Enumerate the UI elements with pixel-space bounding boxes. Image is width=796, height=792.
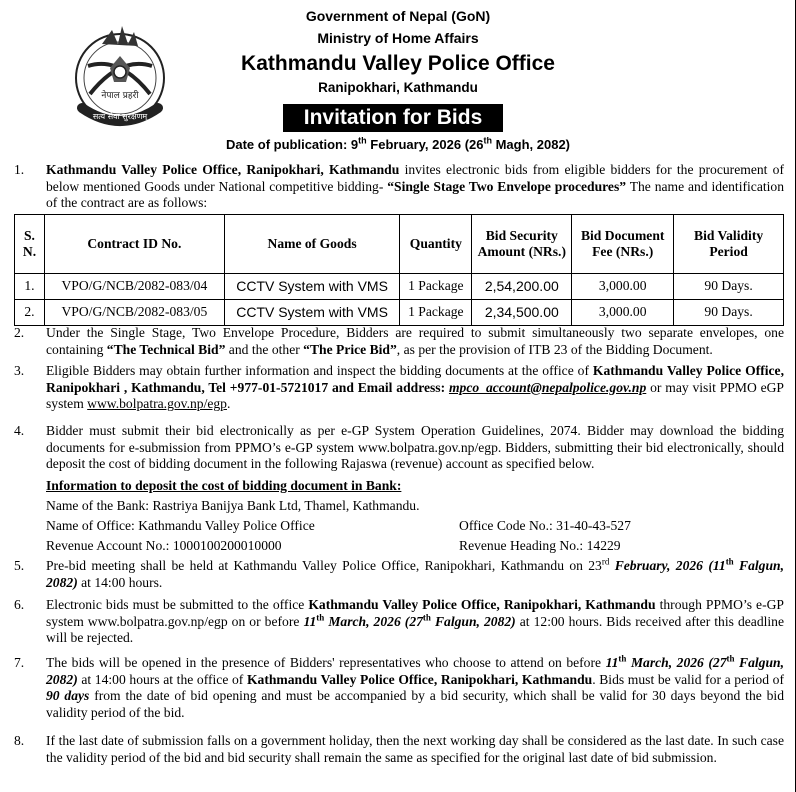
- emblem-motto: सत्य सेवा सुरक्षणम्: [92, 112, 148, 121]
- office-code: Office Code No.: 31-40-43-527: [459, 518, 631, 533]
- office-name: Name of Office: Kathmandu Valley Police Office: [46, 518, 315, 533]
- revenue-heading: Revenue Heading No.: 14229: [459, 538, 621, 553]
- clause-5: 5. Pre-bid meeting shall be held at Kathmandu Valley Police Office, Ranipokhari, Kathmandu on 23rd February, 2026 (11th Falgun, 2082) at 14:00 hours.: [14, 556, 784, 590]
- office-address: Ranipokhari, Kathmandu: [318, 80, 478, 95]
- clause-7: 7. The bids will be opened in the presence of Bidders' representatives who choose to attend on before 11th March, 2026 (27th Falgun, 2082) at 14:00 hours at the office of Kathmandu Valley Police Office, Ranipokhari, Kathmandu. Bids must be valid for a period of 90 days from the date of bid opening and must be accompanied by a bid security, which shall be valid for 30 days beyond the bid validity period of the bid.: [14, 653, 784, 720]
- emblem-label: नेपाल प्रहरी: [101, 91, 139, 101]
- table-header-row: S. N. Contract ID No. Name of Goods Quantity Bid Security Amount (NRs.) Bid Document Fee (NRs.) Bid Validity Period: [15, 215, 784, 274]
- office-title: Kathmandu Valley Police Office: [241, 52, 555, 75]
- ministry-title: Ministry of Home Affairs: [317, 30, 479, 46]
- clause-1: 1. Kathmandu Valley Police Office, Ranipokhari, Kathmandu invites electronic bids from eligible bidders for the procurement of below mentioned Goods under National competitive bidding- “Single Stage Two Envelope procedures” The name and identification of the contract are as follows:: [14, 162, 784, 211]
- table-row: 1. VPO/G/NCB/2082-083/04 CCTV System with VMS 1 Package 2,54,200.00 3,000.00 90 Days.: [15, 274, 784, 300]
- table-row: 2. VPO/G/NCB/2082-083/05 CCTV System with VMS 1 Package 2,34,500.00 3,000.00 90 Days.: [15, 300, 784, 326]
- publication-date: Date of publication: 9th February, 2026 (26th Magh, 2082): [225, 135, 571, 152]
- contracts-table: [14, 214, 784, 326]
- government-title: Government of Nepal (GoN): [305, 8, 491, 24]
- invitation-banner: Invitation for Bids: [283, 104, 503, 132]
- clause-6: 6. Electronic bids must be submitted to the office Kathmandu Valley Police Office, Ranipokhari, Kathmandu through PPMO’s e-GP system www.bolpatra.gov.np/egp on or before 11th March, 2026 (27th Falgun, 2082) at 12:00 hours. Bids received after this deadline will be rejected.: [14, 597, 784, 646]
- email-link[interactable]: mpco_account@nepalpolice.gov.np: [448, 379, 647, 395]
- clause-8: 8. If the last date of submission falls on a government holiday, then the next working day shall be considered as the last date. In such case the validity period of the bid and bid security shall remain the same as specified for the original last date of bid submission.: [14, 733, 784, 765]
- clause-2: 2. Under the Single Stage, Two Envelope Procedure, Bidders are required to submit simultaneously two separate envelopes, one containing “The Technical Bid” and the other “The Price Bid”, as per the provision of ITB 23 of the Bidding Document.: [14, 325, 784, 357]
- clause-3: 3. Eligible Bidders may obtain further information and inspect the bidding documents at the office of Kathmandu Valley Police Office, Ranipokhari , Kathmandu, Tel +977-01-5721017 and Email address: mpco_account@nepalpolice.gov.np or may visit PPMO eGP system www.bolpatra.gov.np/egp.: [14, 363, 784, 412]
- clause-4: 4. Bidder must submit their bid electronically as per e-GP System Operation Guidelines, 2074. Bidder may download the bidding documents for e-submission from PPMO’s e-GP system www.bolpatra.gov.np/egp. Bidders, submitting their bid electronically, should deposit the cost of bidding document in the following Rajaswa (revenue) account as specified below.: [14, 423, 784, 472]
- revenue-account: Revenue Account No.: 1000100200010000: [46, 538, 282, 553]
- bank-name: Name of the Bank: Rastriya Banijya Bank Ltd, Thamel, Kathmandu.: [46, 498, 420, 513]
- egp-link[interactable]: www.bolpatra.gov.np/egp: [87, 396, 227, 412]
- bank-info-title: Information to deposit the cost of bidding document in Bank:: [46, 478, 402, 493]
